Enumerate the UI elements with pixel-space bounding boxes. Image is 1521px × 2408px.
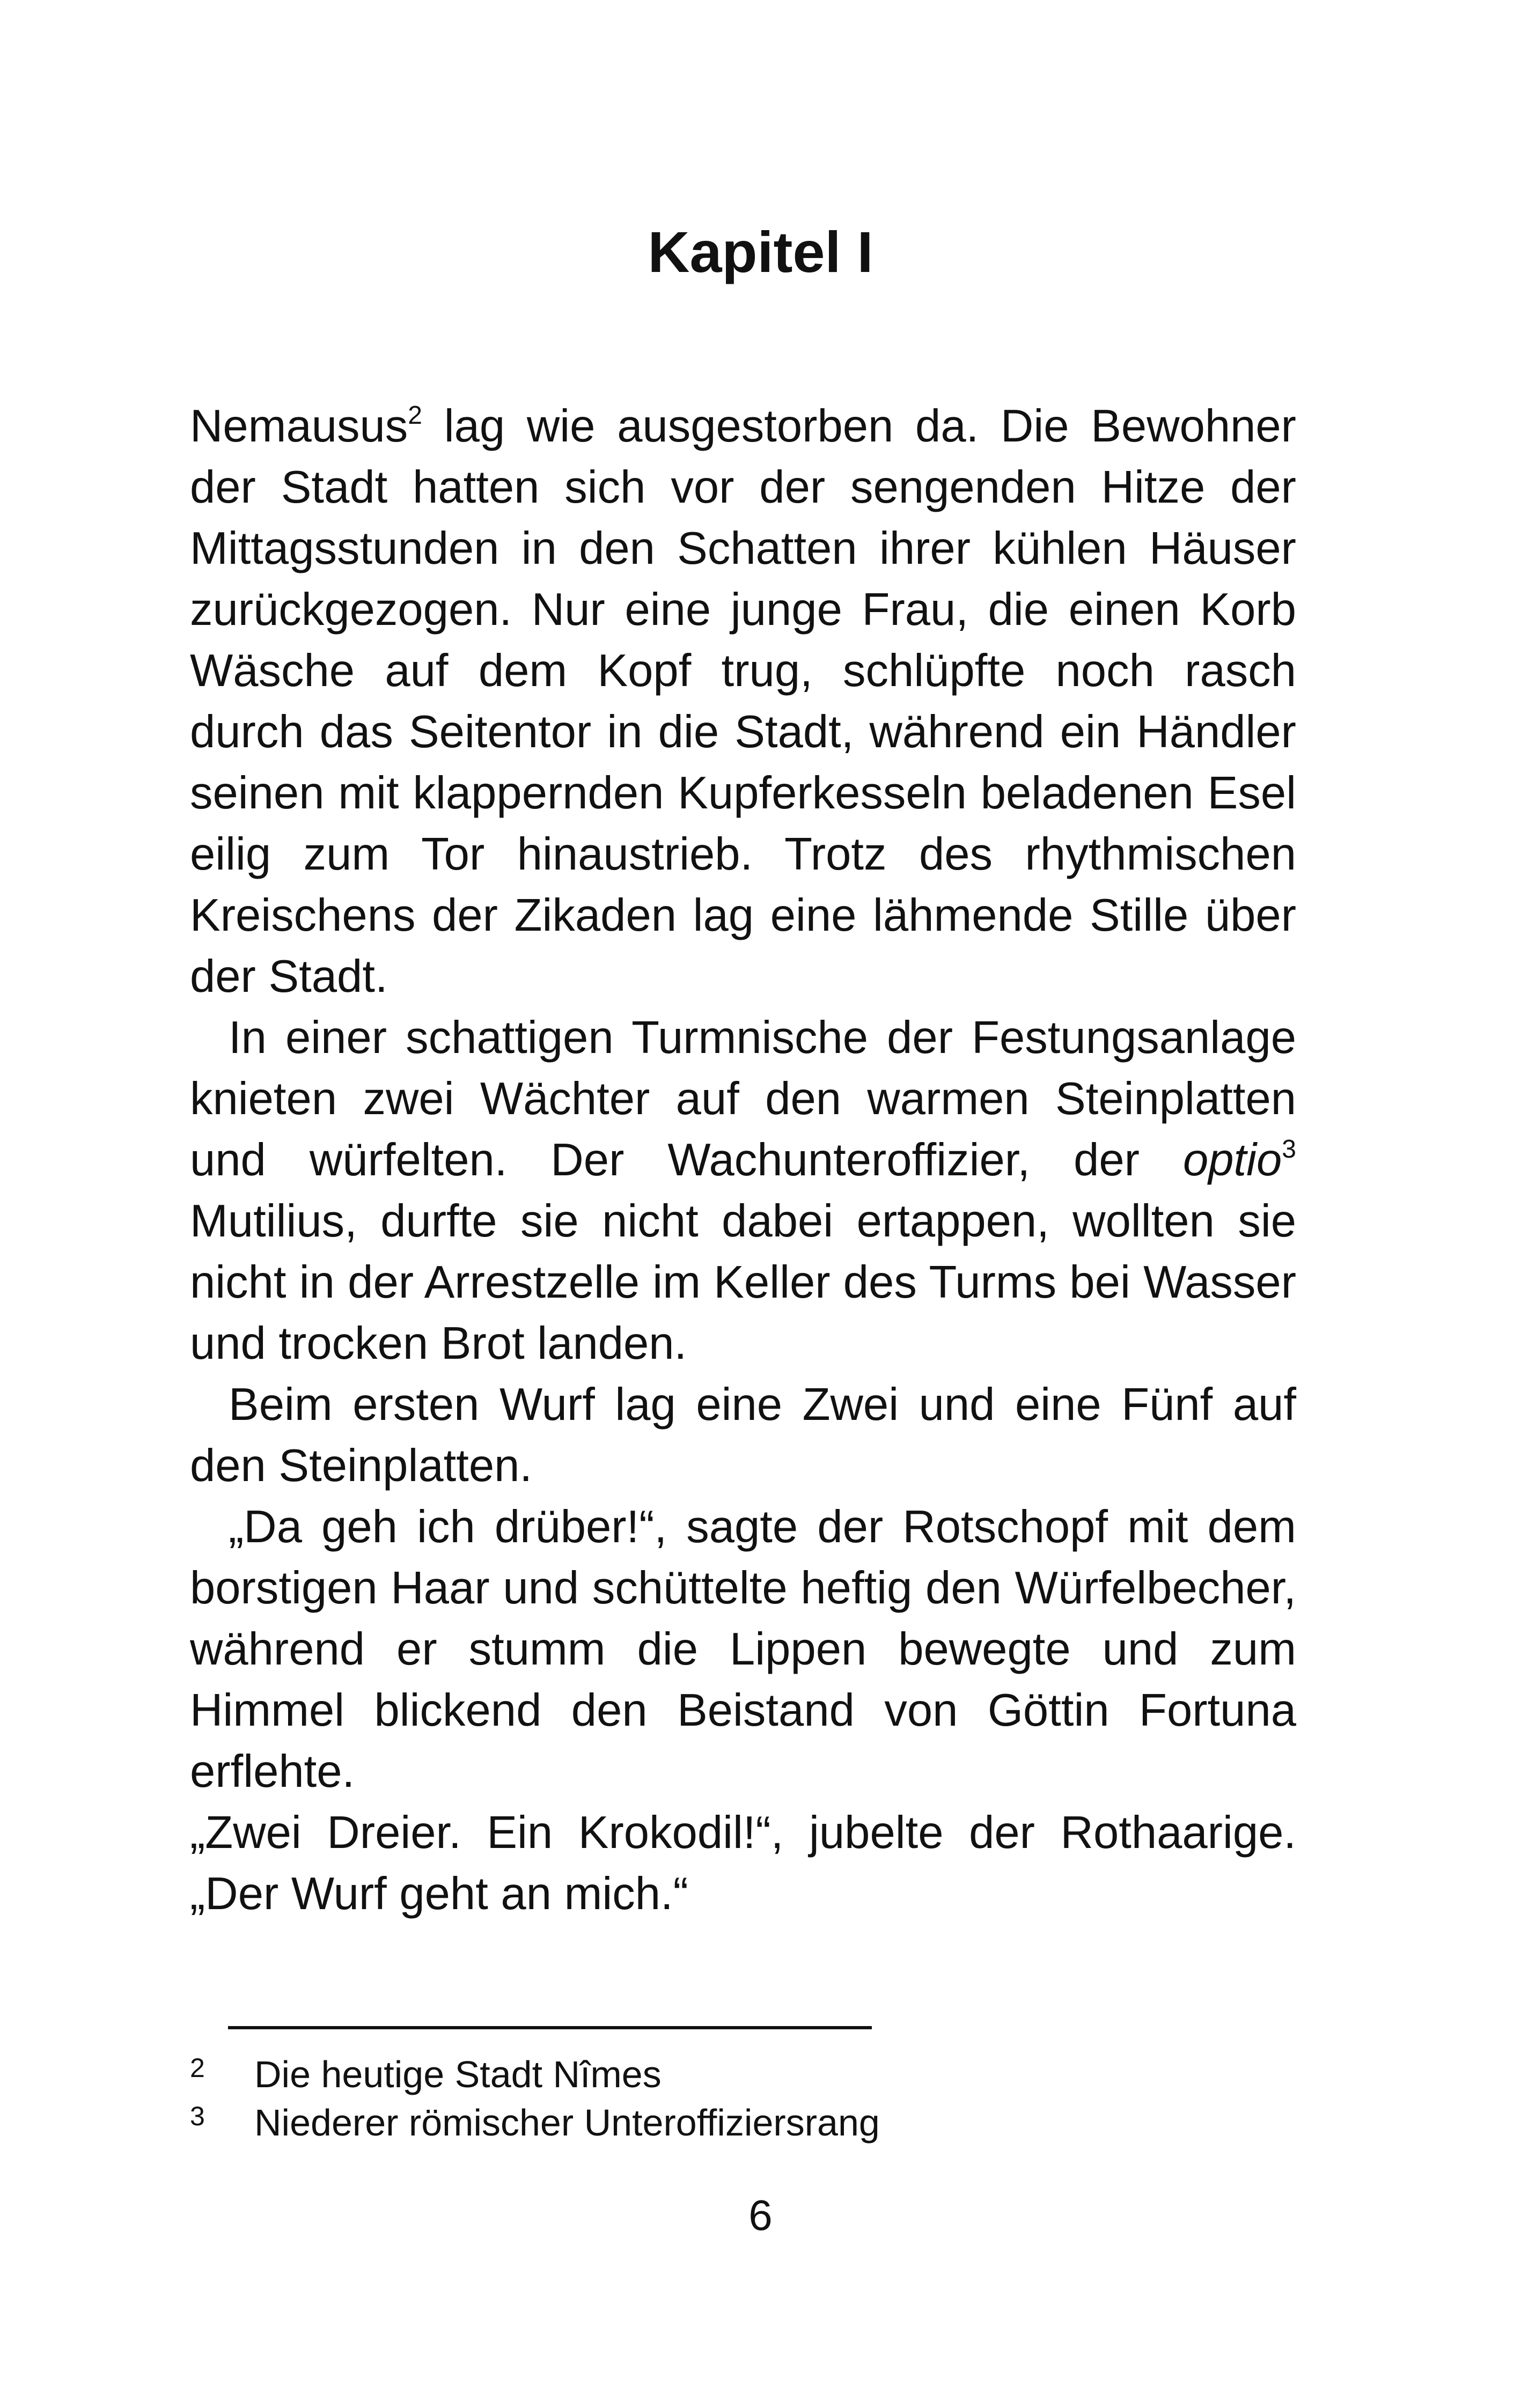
italic-term-optio: optio bbox=[1182, 1135, 1282, 1185]
paragraph-1-start: Nemausus bbox=[190, 401, 408, 452]
footnote-ref-2: 2 bbox=[408, 401, 422, 430]
paragraph-2-after: Mutilius, durfte sie nicht dabei ertappen, wollten sie nicht in der Arrestzelle im Keller des Turms bei Wasser und trocken Brot landen. bbox=[190, 1196, 1296, 1369]
body-text bbox=[190, 396, 1296, 1925]
footnote-number: 3 bbox=[190, 2101, 205, 2131]
footnote-3 bbox=[190, 2098, 1263, 2147]
page-number: 6 bbox=[748, 2191, 773, 2239]
footnote-number: 2 bbox=[190, 2053, 205, 2083]
footnote-text: Die heutige Stadt Nîmes bbox=[254, 2053, 662, 2095]
paragraph-3: Beim ersten Wurf lag eine Zwei und eine Fünf auf den Steinplatten. bbox=[190, 1379, 1296, 1491]
chapter-title: Kapitel I bbox=[648, 219, 873, 284]
paragraph-1 bbox=[190, 396, 1296, 1007]
footnotes bbox=[190, 2050, 1263, 2147]
paragraph-1-rest: lag wie ausgestorben da. Die Bewohner der Stadt hatten sich vor der sengenden Hitze der Mittagsstunden in den Schatten ihrer kühlen Häuser zurückgezogen. Nur eine junge Frau, die einen Korb Wäsche auf dem Kopf trug, schlüpfte noch rasch durch das Seitentor in die Stadt, während ein Händler seinen mit klappernden Kupferkesseln beladenen Esel eilig zum Tor hinaustrieb. Trotz des rhythmischen Kreischens der Zikaden lag eine lähmende Stille über der Stadt. bbox=[190, 401, 1296, 1002]
paragraph-4: „Da geh ich drüber!“, sagte der Rotschopf mit dem borstigen Haar und schüttelte heftig den Würfelbecher, während er stumm die Lippen bewegte und zum Himmel blickend den Beistand von Göttin Fortuna erflehte. bbox=[190, 1501, 1296, 1797]
footnote-ref-3: 3 bbox=[1282, 1135, 1296, 1164]
footnote-2 bbox=[190, 2050, 1263, 2098]
footnote-separator bbox=[228, 2026, 872, 2029]
paragraph-2-before: In einer schattigen Turmnische der Festungsanlage knieten zwei Wächter auf den warmen Steinplatten und würfelten. Der Wachunteroffizier, der bbox=[190, 1012, 1296, 1185]
paragraph-5: „Zwei Dreier. Ein Krokodil!“, jubelte der Rothaarige. „Der Wurf geht an mich.“ bbox=[190, 1807, 1296, 1919]
paragraph-2 bbox=[190, 1007, 1296, 1374]
footnote-text: Niederer römischer Unteroffiziersrang bbox=[254, 2102, 880, 2144]
